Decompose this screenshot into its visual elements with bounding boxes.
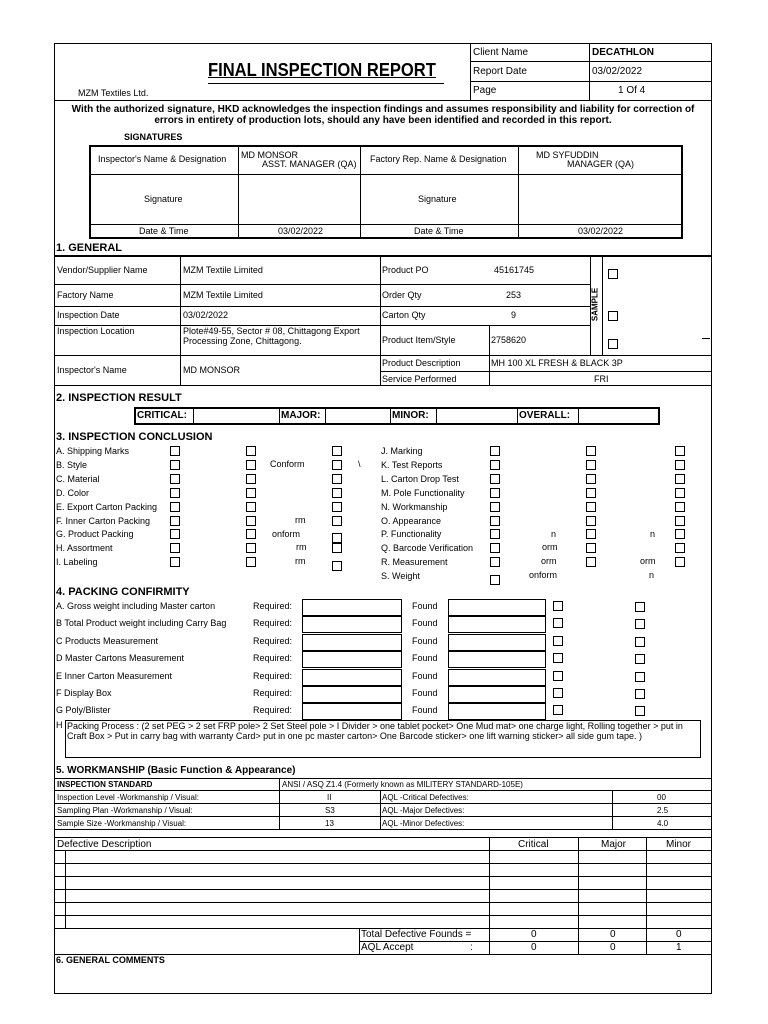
- packing-heading: 4. PACKING CONFIRMITY: [56, 586, 190, 598]
- found-label: Found: [412, 636, 438, 646]
- conclusion-checkbox[interactable]: [586, 529, 596, 539]
- conclusion-item-label: I. Labeling: [56, 557, 98, 567]
- vendor-value: MZM Textile Limited: [183, 265, 263, 275]
- conclusion-item-label: Q. Barcode Verification: [381, 543, 474, 553]
- packing-checkbox[interactable]: [635, 706, 645, 716]
- vendor-label: Vendor/Supplier Name: [57, 265, 148, 275]
- conclusion-item-label: G. Product Packing: [56, 529, 134, 539]
- conclusion-checkbox[interactable]: [490, 460, 500, 470]
- conclusion-checkbox[interactable]: [332, 474, 342, 484]
- aql-accept-label: AQL Accept: [361, 942, 414, 953]
- general-heading: 1. GENERAL: [56, 242, 123, 254]
- conclusion-checkbox[interactable]: [332, 488, 342, 498]
- conclusion-item-label: P. Functionality: [381, 529, 442, 539]
- conclusion-checkbox[interactable]: [490, 446, 500, 456]
- packing-checkbox[interactable]: [553, 688, 563, 698]
- sample-checkbox-3[interactable]: [608, 339, 618, 349]
- conclusion-item-label: C. Material: [56, 474, 100, 484]
- page-value: 1 Of 4: [618, 85, 646, 96]
- conclusion-item-label: F. Inner Carton Packing: [56, 516, 151, 526]
- carton-qty-value: 9: [511, 310, 517, 320]
- product-description-value: MH 100 XL FRESH & BLACK 3P: [491, 358, 623, 368]
- factory-signature-label: Signature: [418, 194, 457, 204]
- total-defective-label: Total Defective Founds =: [361, 929, 472, 940]
- inspector-label: Inspector's Name & Designation: [98, 154, 227, 164]
- conclusion-checkbox[interactable]: [675, 516, 685, 526]
- sample-size-value: 13: [325, 819, 334, 828]
- conclusion-checkbox[interactable]: [170, 460, 180, 470]
- packing-checkbox[interactable]: [553, 653, 563, 663]
- total-critical: 0: [531, 929, 537, 940]
- conclusion-checkbox[interactable]: [490, 543, 500, 553]
- inspection-level-value: II: [327, 793, 332, 802]
- required-label: Required:: [253, 618, 293, 628]
- found-label: Found: [412, 653, 438, 663]
- packing-h-label: H: [56, 720, 63, 730]
- packing-checkbox[interactable]: [553, 636, 563, 646]
- found-input[interactable]: [448, 651, 546, 668]
- required-label: Required:: [253, 636, 293, 646]
- order-qty-label: Order Qty: [382, 290, 422, 300]
- service-performed-label: Service Performed: [382, 374, 457, 384]
- defect-row-line: [54, 889, 712, 890]
- conclusion-cutoff-text: onform: [529, 570, 558, 580]
- conclusion-item-label: O. Appearance: [381, 516, 442, 526]
- factory-rep-name: MD SYFUDDIN: [536, 150, 599, 160]
- conclusion-item-label: S. Weight: [381, 571, 420, 581]
- conclusion-item-label: N. Workmanship: [381, 502, 448, 512]
- conclusion-checkbox[interactable]: [246, 488, 256, 498]
- conclusion-checkbox[interactable]: [586, 543, 596, 553]
- conclusion-item-label: D. Color: [56, 488, 90, 498]
- required-input[interactable]: [302, 686, 402, 703]
- conclusion-cutoff-text: rm: [295, 515, 306, 525]
- conclusion-checkbox[interactable]: [586, 446, 596, 456]
- conclusion-checkbox[interactable]: [170, 529, 180, 539]
- conclusion-item-label: J. Marking: [381, 446, 423, 456]
- conclusion-cutoff-text: n: [551, 529, 557, 539]
- defect-row-line: [54, 876, 712, 877]
- inspector-name-value: MD MONSOR: [183, 365, 240, 375]
- factory-rep-designation: MANAGER (QA): [567, 159, 635, 169]
- conclusion-checkbox[interactable]: [490, 516, 500, 526]
- minor-label: MINOR:: [392, 410, 429, 421]
- found-label: Found: [412, 618, 438, 628]
- defect-row-line: [54, 902, 712, 903]
- minor-header: Minor: [666, 839, 692, 850]
- inspection-level-label: Inspection Level -Workmanship / Visual:: [57, 793, 199, 802]
- conclusion-checkbox[interactable]: [246, 543, 256, 553]
- conclusion-checkbox[interactable]: [490, 474, 500, 484]
- sampling-plan-label: Sampling Plan -Workmanship / Visual:: [57, 806, 193, 815]
- conclusion-cutoff-text: rm: [295, 556, 306, 566]
- client-name-value: DECATHLON: [592, 47, 655, 58]
- conclusion-checkbox[interactable]: [586, 557, 596, 567]
- packing-checkbox[interactable]: [635, 637, 645, 647]
- packing-checkbox[interactable]: [635, 602, 645, 612]
- aql-minor-value: 4.0: [657, 819, 669, 828]
- service-performed-value: FRI: [594, 374, 609, 384]
- conclusion-checkbox[interactable]: [246, 502, 256, 512]
- conclusion-checkbox[interactable]: [332, 502, 342, 512]
- conclusion-checkbox[interactable]: [332, 543, 342, 553]
- factory-datetime-label: Date & Time: [414, 226, 464, 236]
- conclusion-checkbox[interactable]: [170, 516, 180, 526]
- required-input[interactable]: [302, 703, 402, 720]
- total-minor: 0: [676, 929, 682, 940]
- conclusion-checkbox[interactable]: [490, 502, 500, 512]
- conclusion-checkbox[interactable]: [170, 446, 180, 456]
- conclusion-cutoff-text: onform: [272, 529, 301, 539]
- product-description-label: Product Description: [382, 358, 461, 368]
- conclusion-item-label: L. Carton Drop Test: [381, 474, 459, 484]
- conclusion-item-label: K. Test Reports: [381, 460, 443, 470]
- conclusion-checkbox[interactable]: [170, 543, 180, 553]
- sample-label: SAMPLE: [590, 287, 600, 322]
- conclusion-cutoff-text: orm: [542, 542, 558, 552]
- accept-major: 0: [610, 942, 616, 953]
- report-date-value: 03/02/2022: [592, 66, 643, 77]
- inspector-datetime-label: Date & Time: [139, 226, 189, 236]
- conclusion-cutoff-text: rm: [296, 542, 307, 552]
- company-name: MZM Textiles Ltd.: [78, 88, 149, 98]
- conclusion-cutoff-text: \: [358, 459, 361, 469]
- conclusion-checkbox[interactable]: [586, 474, 596, 484]
- conclusion-checkbox[interactable]: [490, 488, 500, 498]
- signatures-heading: SIGNATURES: [124, 132, 183, 142]
- packing-checkbox[interactable]: [553, 601, 563, 611]
- product-item-label: Product Item/Style: [382, 335, 456, 345]
- conclusion-item-label: R. Measurement: [381, 557, 448, 567]
- sample-checkbox-1[interactable]: [608, 269, 618, 279]
- critical-label: CRITICAL:: [137, 410, 187, 421]
- sample-checkbox-2[interactable]: [608, 311, 618, 321]
- required-label: Required:: [253, 671, 293, 681]
- packing-checkbox[interactable]: [635, 654, 645, 664]
- packing-checkbox[interactable]: [635, 619, 645, 629]
- factory-rep-label: Factory Rep. Name & Designation: [370, 154, 507, 164]
- total-major: 0: [610, 929, 616, 940]
- conclusion-checkbox[interactable]: [586, 488, 596, 498]
- client-name-label: Client Name: [473, 47, 529, 58]
- packing-process-text: Packing Process : (2 set PEG > 2 set FRP pole> 2 Set Steel pole > I Divider > one tablet pocket> One Mud mat> one charge light, Rolling together > put in Craft Box > Put in carry bag with warranty Card> put in one pc master carton> One Barcode sticker> one lift warning sticker> all side gum tape. ): [67, 721, 683, 741]
- inspection-date-label: Inspection Date: [57, 310, 120, 320]
- sampling-plan-value: S3: [325, 806, 335, 815]
- major-label: MAJOR:: [281, 410, 321, 421]
- inspection-location-value: Plote#49-55, Sector # 08, Chittagong Export Processing Zone, Chittagong.: [183, 326, 360, 346]
- packing-checkbox[interactable]: [553, 618, 563, 628]
- report-title: FINAL INSPECTION REPORT: [208, 60, 436, 80]
- conclusion-checkbox[interactable]: [332, 516, 342, 526]
- found-label: Found: [412, 671, 438, 681]
- found-input[interactable]: [448, 599, 546, 616]
- required-input[interactable]: [302, 599, 402, 616]
- defect-row-line: [54, 863, 712, 864]
- found-input[interactable]: [448, 686, 546, 703]
- conclusion-cutoff-text: orm: [640, 556, 656, 566]
- conclusion-checkbox[interactable]: [170, 502, 180, 512]
- inspector-name-label: Inspector's Name: [57, 365, 127, 375]
- conclusion-checkbox[interactable]: [332, 446, 342, 456]
- product-po-label: Product PO: [382, 265, 429, 275]
- conclusion-checkbox[interactable]: [586, 502, 596, 512]
- conclusion-item-label: E. Export Carton Packing: [56, 502, 158, 512]
- accept-minor: 1: [676, 942, 682, 953]
- result-heading: 2. INSPECTION RESULT: [56, 392, 182, 404]
- packing-item-label: G Poly/Blister: [56, 705, 111, 715]
- required-label: Required:: [253, 601, 293, 611]
- conclusion-item-label: B. Style: [56, 460, 88, 470]
- conclusion-checkbox[interactable]: [332, 460, 342, 470]
- product-po-value: 45161745: [494, 265, 535, 275]
- required-input[interactable]: [302, 634, 402, 651]
- packing-checkbox[interactable]: [553, 671, 563, 681]
- conclusion-checkbox[interactable]: [675, 529, 685, 539]
- aql-critical-label: AQL -Critical Defectives:: [382, 793, 469, 802]
- conclusion-checkbox[interactable]: [246, 460, 256, 470]
- conclusion-cutoff-text: Conform: [270, 459, 305, 469]
- conclusion-checkbox[interactable]: [675, 488, 685, 498]
- disclaimer: With the authorized signature, HKD acknowledges the inspection findings and assumes responsibility and liability for correction of errors in entirety of production lots, should any have been identified and recorded in this report.: [71, 104, 695, 126]
- inspector-designation: ASST. MANAGER (QA): [262, 159, 357, 169]
- conclusion-checkbox[interactable]: [170, 488, 180, 498]
- required-label: Required:: [253, 688, 293, 698]
- found-input[interactable]: [448, 703, 546, 720]
- conclusion-checkbox[interactable]: [675, 474, 685, 484]
- page-label: Page: [473, 85, 497, 96]
- report-date-label: Report Date: [473, 66, 527, 77]
- conclusion-checkbox[interactable]: [675, 543, 685, 553]
- aql-major-value: 2.5: [657, 806, 669, 815]
- defective-description-header: Defective Description: [57, 839, 152, 850]
- aql-minor-label: AQL -Minor Defectives:: [382, 819, 465, 828]
- conclusion-item-label: A. Shipping Marks: [56, 446, 130, 456]
- packing-item-label: D Master Cartons Measurement: [56, 653, 185, 663]
- conclusion-checkbox[interactable]: [586, 460, 596, 470]
- inspector-date: 03/02/2022: [278, 226, 324, 236]
- required-input[interactable]: [302, 669, 402, 686]
- conclusion-cutoff-text: orm: [541, 556, 557, 566]
- workmanship-heading: 5. WORKMANSHIP (Basic Function & Appearance): [56, 765, 296, 776]
- conclusion-checkbox[interactable]: [675, 557, 685, 567]
- conclusion-checkbox[interactable]: [332, 561, 342, 571]
- conclusion-checkbox[interactable]: [586, 516, 596, 526]
- conclusion-checkbox[interactable]: [170, 474, 180, 484]
- carton-qty-label: Carton Qty: [382, 310, 426, 320]
- required-label: Required:: [253, 705, 293, 715]
- product-item-value: 2758620: [491, 335, 527, 345]
- found-input[interactable]: [448, 616, 546, 633]
- accept-critical: 0: [531, 942, 537, 953]
- packing-item-label: B Total Product weight including Carry Bag: [56, 618, 227, 628]
- conclusion-checkbox[interactable]: [675, 502, 685, 512]
- found-label: Found: [412, 705, 438, 715]
- required-input[interactable]: [302, 651, 402, 668]
- factory-date: 03/02/2022: [578, 226, 624, 236]
- found-label: Found: [412, 601, 438, 611]
- packing-checkbox[interactable]: [635, 672, 645, 682]
- conclusion-item-label: M. Pole Functionality: [381, 488, 465, 498]
- major-header: Major: [601, 839, 627, 850]
- conclusion-checkbox[interactable]: [490, 575, 500, 585]
- sample-size-label: Sample Size -Workmanship / Visual:: [57, 819, 187, 828]
- inspector-signature-label: Signature: [144, 194, 183, 204]
- general-comments-heading: 6. GENERAL COMMENTS: [56, 955, 165, 965]
- critical-header: Critical: [518, 839, 549, 850]
- packing-item-label: E Inner Carton Measurement: [56, 671, 173, 681]
- packing-checkbox[interactable]: [635, 689, 645, 699]
- conclusion-checkbox[interactable]: [246, 474, 256, 484]
- conclusion-checkbox[interactable]: [675, 446, 685, 456]
- packing-checkbox[interactable]: [553, 705, 563, 715]
- conclusion-checkbox[interactable]: [490, 557, 500, 567]
- conclusion-checkbox[interactable]: [332, 533, 342, 543]
- inspection-date-value: 03/02/2022: [183, 310, 229, 320]
- aql-accept-colon: :: [470, 942, 473, 953]
- found-input[interactable]: [448, 669, 546, 686]
- packing-item-label: A. Gross weight including Master carton: [56, 601, 216, 611]
- found-label: Found: [412, 688, 438, 698]
- aql-major-label: AQL -Major Defectives:: [382, 806, 465, 815]
- conclusion-checkbox[interactable]: [170, 557, 180, 567]
- conclusion-checkbox[interactable]: [246, 557, 256, 567]
- standard-label: INSPECTION STANDARD: [57, 780, 153, 789]
- packing-item-label: C Products Measurement: [56, 636, 159, 646]
- inspection-location-label: Inspection Location: [57, 326, 135, 336]
- order-qty-value: 253: [506, 290, 522, 300]
- standard-value: ANSI / ASQ Z1.4 (Formerly known as MILITERY STANDARD-105E): [282, 780, 523, 789]
- conclusion-cutoff-text: n: [650, 529, 656, 539]
- packing-item-label: F Display Box: [56, 688, 112, 698]
- conclusion-heading: 3. INSPECTION CONCLUSION: [56, 431, 213, 443]
- conclusion-checkbox[interactable]: [490, 529, 500, 539]
- required-input[interactable]: [302, 616, 402, 633]
- overall-label: OVERALL:: [519, 410, 571, 421]
- defect-row-line: [54, 915, 712, 916]
- conclusion-checkbox[interactable]: [675, 460, 685, 470]
- defect-row-line: [54, 850, 712, 851]
- conclusion-checkbox[interactable]: [246, 529, 256, 539]
- found-input[interactable]: [448, 634, 546, 651]
- required-label: Required:: [253, 653, 293, 663]
- aql-critical-value: 00: [657, 793, 666, 802]
- conclusion-checkbox[interactable]: [246, 516, 256, 526]
- conclusion-cutoff-text: n: [649, 570, 655, 580]
- conclusion-item-label: H. Assortment: [56, 543, 113, 553]
- inspector-name: MD MONSOR: [241, 150, 298, 160]
- factory-value: MZM Textile Limited: [183, 290, 263, 300]
- factory-label: Factory Name: [57, 290, 114, 300]
- conclusion-checkbox[interactable]: [246, 446, 256, 456]
